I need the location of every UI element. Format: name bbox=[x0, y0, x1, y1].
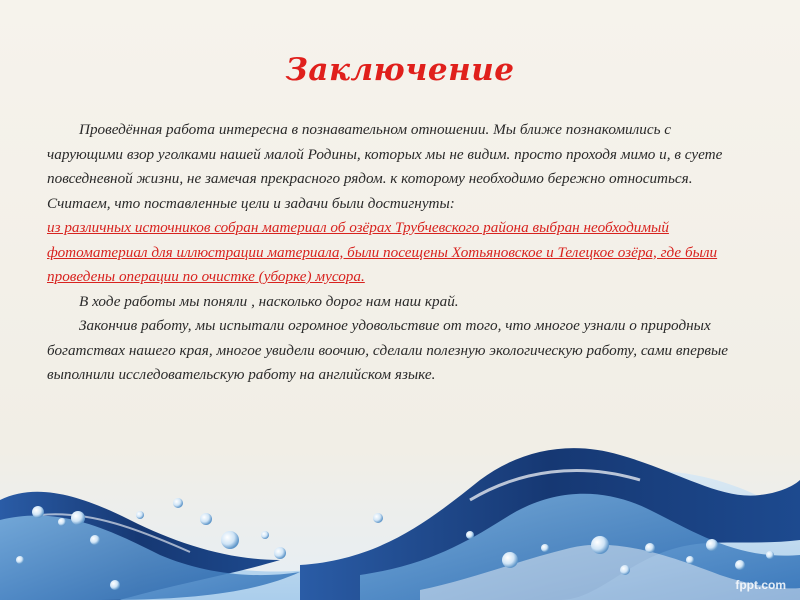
slide-title: Заключение bbox=[285, 52, 515, 88]
highlighted-results-paragraph: из различных источников собран материал об озёрах Трубчевского района выбран необходимый фотоматериал для иллюстрации материала, были посещены Хотьяновское и Телецкое озёра, где были проведены операции по очистке (уборке) мусора. bbox=[47, 219, 718, 285]
paragraph-intro: Проведённая работа интересна в познавательном отношении. Мы ближе познакомились с чарующими взор уголками нашей малой Родины, которых мы не видим. просто проходя мимо и, в суете повседневной жизни, не замечая прекрасного рядом. к которому необходимо бережно относиться. Считаем, что поставленные цели и задачи были достигнуты: bbox=[47, 121, 723, 212]
watermark-text: fppt.com bbox=[735, 578, 786, 592]
paragraph-final: Закончив работу, мы испытали огромное удовольствие от того, что многое узнали о природных богатствах нашего края, многое увидели воочию, сделали полезную экологическую работу, сами впервые выполнили исследовательскую работу на английском языке. bbox=[47, 317, 729, 383]
paragraph-conclusion: В ходе работы мы поняли , насколько дорог нам наш край. bbox=[79, 292, 459, 310]
slide-body bbox=[47, 118, 747, 388]
